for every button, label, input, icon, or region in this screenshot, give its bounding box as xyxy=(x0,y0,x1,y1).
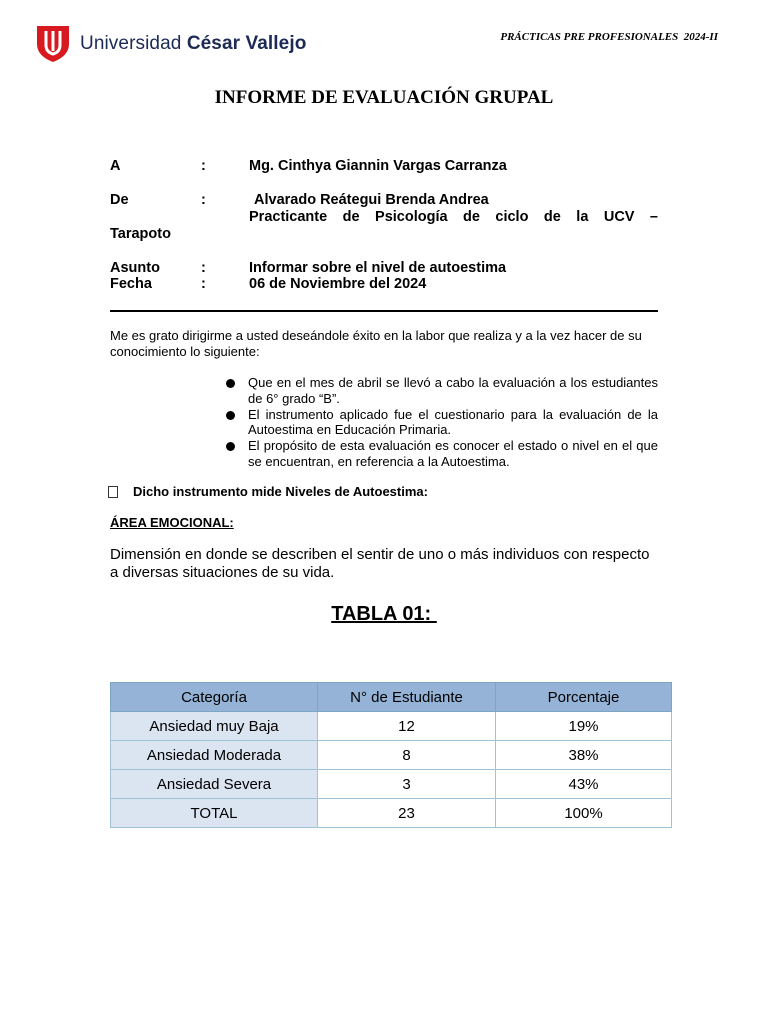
results-table xyxy=(110,682,672,828)
percentage-cell: 38% xyxy=(496,741,672,770)
category-cell: Ansiedad Severa xyxy=(111,770,318,799)
dimension-description: Dimensión en donde se describen el sentir de uno o más individuos con respecto a diversas situaciones de su vida. xyxy=(110,546,650,581)
table-title: TABLA 01: xyxy=(331,603,437,625)
table-row xyxy=(111,712,672,741)
percentage-cell: 100% xyxy=(496,799,672,828)
instrument-statement: Dicho instrumento mide Niveles de Autoestima: xyxy=(108,484,428,499)
header-divider xyxy=(110,310,658,312)
category-cell: TOTAL xyxy=(111,799,318,828)
column-header-students: N° de Estudiante xyxy=(318,683,496,712)
percentage-cell: 19% xyxy=(496,712,672,741)
percentage-cell: 43% xyxy=(496,770,672,799)
sender-colon: : xyxy=(201,192,206,208)
table-row xyxy=(111,770,672,799)
ucv-shield-icon xyxy=(36,25,70,63)
students-cell: 8 xyxy=(318,741,496,770)
table-row xyxy=(111,741,672,770)
sender-role: Practicante de Psicología de ciclo de la UCV – xyxy=(249,209,658,225)
students-cell: 23 xyxy=(318,799,496,828)
missing-glyph-icon xyxy=(108,486,118,498)
document-title: INFORME DE EVALUACIÓN GRUPAL xyxy=(214,87,554,108)
list-item: El instrumento aplicado fue el cuestionario para la evaluación de la Autoestima en Educación Primaria. xyxy=(222,407,658,438)
subject-value: Informar sobre el nivel de autoestima xyxy=(249,260,507,276)
students-cell: 12 xyxy=(318,712,496,741)
column-header-category: Categoría xyxy=(111,683,318,712)
list-item: El propósito de esta evaluación es conocer el estado o nivel en el que se encuentran, en referencia a la Autoestima. xyxy=(222,438,658,469)
recipient-colon: : xyxy=(201,158,206,174)
bullet-icon xyxy=(226,411,235,420)
sender-location: Tarapoto xyxy=(110,226,171,242)
recipient-label: A xyxy=(110,158,121,174)
date-value: 06 de Noviembre del 2024 xyxy=(249,276,427,292)
bullet-icon xyxy=(226,442,235,451)
subject-label: Asunto xyxy=(110,260,160,276)
university-logo xyxy=(36,22,306,66)
bullet-list xyxy=(222,375,658,470)
university-name: Universidad César Vallejo xyxy=(80,33,307,54)
table-row xyxy=(111,799,672,828)
header-program-label: PRÁCTICAS PRE PROFESIONALES 2024-II xyxy=(500,31,718,43)
table-header-row xyxy=(111,683,672,712)
intro-paragraph: Me es grato dirigirme a usted deseándole éxito en la labor que realiza y a la vez hacer de su conocimiento lo siguiente: xyxy=(110,328,642,359)
column-header-percentage: Porcentaje xyxy=(496,683,672,712)
sender-label: De xyxy=(110,192,129,208)
list-item: Que en el mes de abril se llevó a cabo la evaluación a los estudiantes de 6° grado “B”. xyxy=(222,375,658,406)
category-cell: Ansiedad Moderada xyxy=(111,741,318,770)
students-cell: 3 xyxy=(318,770,496,799)
sender-name: Alvarado Reátegui Brenda Andrea xyxy=(254,192,489,208)
area-heading: ÁREA EMOCIONAL: xyxy=(110,515,234,530)
date-label: Fecha xyxy=(110,276,152,292)
date-colon: : xyxy=(201,276,206,292)
recipient-value: Mg. Cinthya Giannin Vargas Carranza xyxy=(249,158,507,174)
category-cell: Ansiedad muy Baja xyxy=(111,712,318,741)
bullet-icon xyxy=(226,379,235,388)
subject-colon: : xyxy=(201,260,206,276)
